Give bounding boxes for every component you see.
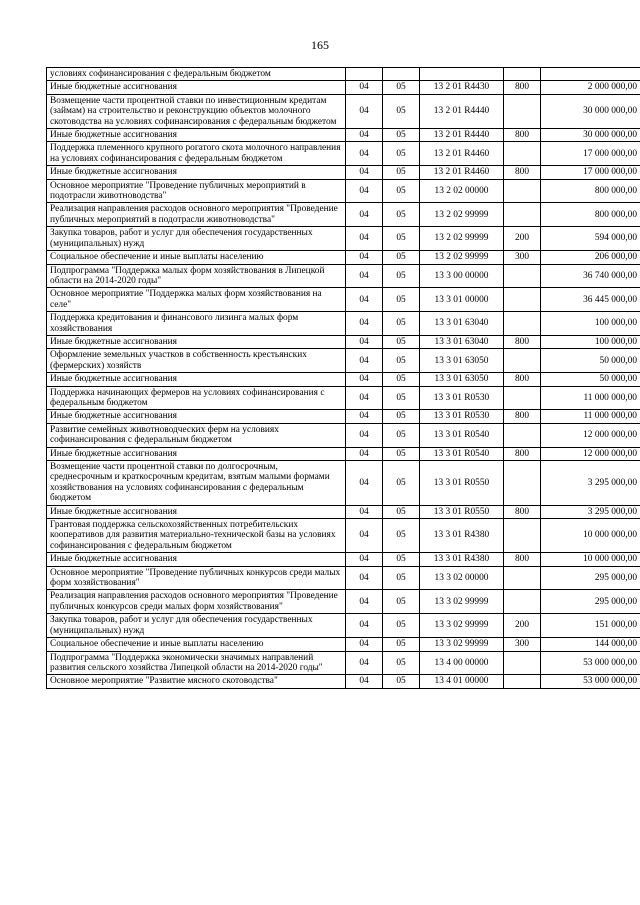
row-expense-type-cell: 800 — [504, 447, 541, 460]
row-subsection-cell: 05 — [383, 447, 420, 460]
table-row — [47, 638, 640, 651]
row-section-cell: 04 — [346, 349, 383, 373]
row-name-cell: Социальное обеспечение и иные выплаты населению — [47, 251, 346, 264]
row-expense-type-cell — [504, 675, 541, 688]
row-section-cell: 04 — [346, 81, 383, 94]
row-section-cell: 04 — [346, 94, 383, 128]
table-row — [47, 373, 640, 386]
row-expense-type-cell: 800 — [504, 335, 541, 348]
row-target-code-cell: 13 3 02 99999 — [420, 638, 504, 651]
row-section-cell: 04 — [346, 590, 383, 614]
row-section-cell: 04 — [346, 614, 383, 638]
table-row — [47, 651, 640, 675]
row-target-code-cell: 13 2 01 R4430 — [420, 81, 504, 94]
row-subsection-cell — [383, 68, 420, 81]
row-target-code-cell: 13 4 00 00000 — [420, 651, 504, 675]
row-target-code-cell: 13 2 02 00000 — [420, 179, 504, 203]
row-expense-type-cell: 800 — [504, 505, 541, 518]
row-amount-cell: 50 000,00 — [541, 349, 640, 373]
row-section-cell: 04 — [346, 227, 383, 251]
row-subsection-cell: 05 — [383, 566, 420, 590]
row-target-code-cell: 13 3 01 R4380 — [420, 553, 504, 566]
row-name-cell: Иные бюджетные ассигнования — [47, 410, 346, 423]
row-expense-type-cell — [504, 566, 541, 590]
table-row — [47, 81, 640, 94]
row-subsection-cell: 05 — [383, 288, 420, 312]
row-name-cell: Поддержка племенного крупного рогатого скота молочного направления на условиях софинансирования с федеральным бюджетом — [47, 142, 346, 166]
table-row — [47, 335, 640, 348]
table-row — [47, 505, 640, 518]
row-target-code-cell: 13 2 01 R4460 — [420, 142, 504, 166]
row-expense-type-cell: 800 — [504, 166, 541, 179]
row-target-code-cell: 13 2 01 R4440 — [420, 129, 504, 142]
row-name-cell: Основное мероприятие "Поддержка малых форм хозяйствования на селе" — [47, 288, 346, 312]
row-target-code-cell: 13 2 02 99999 — [420, 251, 504, 264]
row-amount-cell: 17 000 000,00 — [541, 166, 640, 179]
row-target-code-cell: 13 3 01 R0550 — [420, 505, 504, 518]
row-expense-type-cell: 800 — [504, 373, 541, 386]
row-section-cell: 04 — [346, 638, 383, 651]
table-row — [47, 251, 640, 264]
row-name-cell: Подпрограмма "Поддержка экономически значимых направлений развития сельского хозяйства Липецкой области на 2014-2020 годы" — [47, 651, 346, 675]
row-expense-type-cell — [504, 519, 541, 553]
row-name-cell: Подпрограмма "Поддержка малых форм хозяйствования в Липецкой области на 2014-2020 годы" — [47, 264, 346, 288]
row-amount-cell: 12 000 000,00 — [541, 423, 640, 447]
row-target-code-cell: 13 3 01 R0540 — [420, 423, 504, 447]
row-subsection-cell: 05 — [383, 505, 420, 518]
row-name-cell: Социальное обеспечение и иные выплаты населению — [47, 638, 346, 651]
row-section-cell: 04 — [346, 373, 383, 386]
table-row — [47, 590, 640, 614]
row-subsection-cell: 05 — [383, 227, 420, 251]
row-subsection-cell: 05 — [383, 142, 420, 166]
row-target-code-cell: 13 2 01 R4460 — [420, 166, 504, 179]
row-expense-type-cell — [504, 461, 541, 506]
table-row — [47, 312, 640, 336]
row-section-cell: 04 — [346, 651, 383, 675]
row-amount-cell: 100 000,00 — [541, 312, 640, 336]
table-row — [47, 566, 640, 590]
row-name-cell: Закупка товаров, работ и услуг для обеспечения государственных (муниципальных) нужд — [47, 614, 346, 638]
row-section-cell: 04 — [346, 251, 383, 264]
row-expense-type-cell — [504, 386, 541, 410]
row-expense-type-cell — [504, 288, 541, 312]
row-amount-cell: 3 295 000,00 — [541, 505, 640, 518]
row-section-cell: 04 — [346, 203, 383, 227]
row-expense-type-cell: 200 — [504, 227, 541, 251]
row-subsection-cell: 05 — [383, 553, 420, 566]
row-target-code-cell: 13 3 01 63050 — [420, 373, 504, 386]
row-subsection-cell: 05 — [383, 614, 420, 638]
table-row — [47, 553, 640, 566]
row-expense-type-cell: 800 — [504, 553, 541, 566]
row-section-cell: 04 — [346, 386, 383, 410]
row-amount-cell: 295 000,00 — [541, 590, 640, 614]
row-section-cell: 04 — [346, 166, 383, 179]
row-amount-cell: 206 000,00 — [541, 251, 640, 264]
row-amount-cell: 800 000,00 — [541, 203, 640, 227]
row-amount-cell: 50 000,00 — [541, 373, 640, 386]
table-row — [47, 142, 640, 166]
row-section-cell: 04 — [346, 335, 383, 348]
table-row — [47, 129, 640, 142]
row-section-cell: 04 — [346, 410, 383, 423]
row-section-cell: 04 — [346, 461, 383, 506]
row-name-cell: Реализация направления расходов основного мероприятия "Проведение публичных конкурсов среди малых форм хозяйствования" — [47, 590, 346, 614]
row-section-cell: 04 — [346, 519, 383, 553]
row-amount-cell: 295 000,00 — [541, 566, 640, 590]
row-subsection-cell: 05 — [383, 251, 420, 264]
row-name-cell: Грантовая поддержка сельскохозяйственных потребительских кооперативов для развития материально-технической базы на условиях софинансирования с федеральным бюджетом — [47, 519, 346, 553]
row-name-cell: Возмещение части процентной ставки по долгосрочным, среднесрочным и краткосрочным кредитам, взятым малыми формами хозяйствования на условиях софинансирования с федеральным бюджетом — [47, 461, 346, 506]
row-section-cell: 04 — [346, 447, 383, 460]
row-target-code-cell: 13 3 01 R0530 — [420, 410, 504, 423]
table-row — [47, 227, 640, 251]
row-subsection-cell: 05 — [383, 675, 420, 688]
row-target-code-cell: 13 3 01 63040 — [420, 312, 504, 336]
row-section-cell: 04 — [346, 553, 383, 566]
row-name-cell: Поддержка кредитования и финансового лизинга малых форм хозяйствования — [47, 312, 346, 336]
row-section-cell: 04 — [346, 264, 383, 288]
row-amount-cell: 36 740 000,00 — [541, 264, 640, 288]
row-name-cell: Иные бюджетные ассигнования — [47, 447, 346, 460]
row-subsection-cell: 05 — [383, 590, 420, 614]
row-subsection-cell: 05 — [383, 651, 420, 675]
row-target-code-cell: 13 2 02 99999 — [420, 227, 504, 251]
row-target-code-cell: 13 2 02 99999 — [420, 203, 504, 227]
row-amount-cell: 53 000 000,00 — [541, 651, 640, 675]
row-expense-type-cell — [504, 264, 541, 288]
row-target-code-cell — [420, 68, 504, 81]
row-target-code-cell: 13 3 01 63040 — [420, 335, 504, 348]
row-expense-type-cell: 800 — [504, 81, 541, 94]
row-name-cell: Иные бюджетные ассигнования — [47, 129, 346, 142]
table-row — [47, 614, 640, 638]
row-section-cell: 04 — [346, 423, 383, 447]
row-subsection-cell: 05 — [383, 335, 420, 348]
table-row — [47, 179, 640, 203]
row-expense-type-cell: 300 — [504, 251, 541, 264]
row-name-cell: Поддержка начинающих фермеров на условиях софинансирования с федеральным бюджетом — [47, 386, 346, 410]
row-section-cell: 04 — [346, 288, 383, 312]
row-target-code-cell: 13 4 01 00000 — [420, 675, 504, 688]
row-name-cell: Иные бюджетные ассигнования — [47, 166, 346, 179]
row-amount-cell: 30 000 000,00 — [541, 129, 640, 142]
row-amount-cell: 30 000 000,00 — [541, 94, 640, 128]
row-amount-cell: 594 000,00 — [541, 227, 640, 251]
row-amount-cell: 800 000,00 — [541, 179, 640, 203]
budget-table — [46, 67, 640, 689]
row-expense-type-cell: 800 — [504, 410, 541, 423]
row-expense-type-cell — [504, 142, 541, 166]
row-expense-type-cell — [504, 423, 541, 447]
row-expense-type-cell: 300 — [504, 638, 541, 651]
row-name-cell: Иные бюджетные ассигнования — [47, 553, 346, 566]
row-amount-cell: 17 000 000,00 — [541, 142, 640, 166]
table-row — [47, 461, 640, 506]
row-subsection-cell: 05 — [383, 179, 420, 203]
table-row — [47, 68, 640, 81]
row-amount-cell: 10 000 000,00 — [541, 519, 640, 553]
row-expense-type-cell: 200 — [504, 614, 541, 638]
row-target-code-cell: 13 3 02 99999 — [420, 590, 504, 614]
row-target-code-cell: 13 2 01 R4440 — [420, 94, 504, 128]
table-row — [47, 447, 640, 460]
row-target-code-cell: 13 3 01 R0540 — [420, 447, 504, 460]
row-amount-cell: 3 295 000,00 — [541, 461, 640, 506]
row-subsection-cell: 05 — [383, 349, 420, 373]
row-subsection-cell: 05 — [383, 166, 420, 179]
row-section-cell: 04 — [346, 675, 383, 688]
table-row — [47, 264, 640, 288]
row-subsection-cell: 05 — [383, 94, 420, 128]
row-amount-cell: 11 000 000,00 — [541, 410, 640, 423]
row-amount-cell — [541, 68, 640, 81]
row-section-cell: 04 — [346, 312, 383, 336]
row-target-code-cell: 13 3 01 63050 — [420, 349, 504, 373]
row-name-cell: Иные бюджетные ассигнования — [47, 335, 346, 348]
row-amount-cell: 12 000 000,00 — [541, 447, 640, 460]
table-row — [47, 203, 640, 227]
row-expense-type-cell — [504, 94, 541, 128]
budget-table-body — [47, 68, 640, 689]
row-name-cell: Иные бюджетные ассигнования — [47, 373, 346, 386]
row-amount-cell: 11 000 000,00 — [541, 386, 640, 410]
row-target-code-cell: 13 3 00 00000 — [420, 264, 504, 288]
row-name-cell: Оформление земельных участков в собственность крестьянских (фермерских) хозяйств — [47, 349, 346, 373]
row-subsection-cell: 05 — [383, 410, 420, 423]
row-subsection-cell: 05 — [383, 423, 420, 447]
table-row — [47, 94, 640, 128]
row-subsection-cell: 05 — [383, 81, 420, 94]
row-name-cell: Основное мероприятие "Развитие мясного скотоводства" — [47, 675, 346, 688]
table-row — [47, 349, 640, 373]
row-subsection-cell: 05 — [383, 203, 420, 227]
row-expense-type-cell: 800 — [504, 129, 541, 142]
row-amount-cell: 53 000 000,00 — [541, 675, 640, 688]
row-subsection-cell: 05 — [383, 373, 420, 386]
row-expense-type-cell — [504, 179, 541, 203]
row-target-code-cell: 13 3 02 99999 — [420, 614, 504, 638]
row-target-code-cell: 13 3 01 R0550 — [420, 461, 504, 506]
row-target-code-cell: 13 3 01 R0530 — [420, 386, 504, 410]
row-subsection-cell: 05 — [383, 129, 420, 142]
table-row — [47, 423, 640, 447]
row-section-cell: 04 — [346, 142, 383, 166]
row-amount-cell: 2 000 000,00 — [541, 81, 640, 94]
row-target-code-cell: 13 3 01 R4380 — [420, 519, 504, 553]
row-name-cell: Иные бюджетные ассигнования — [47, 505, 346, 518]
row-subsection-cell: 05 — [383, 264, 420, 288]
row-amount-cell: 100 000,00 — [541, 335, 640, 348]
row-target-code-cell: 13 3 02 00000 — [420, 566, 504, 590]
row-section-cell — [346, 68, 383, 81]
row-amount-cell: 144 000,00 — [541, 638, 640, 651]
row-expense-type-cell — [504, 203, 541, 227]
row-name-cell: условиях софинансирования с федеральным бюджетом — [47, 68, 346, 81]
row-subsection-cell: 05 — [383, 638, 420, 651]
row-name-cell: Реализация направления расходов основного мероприятия "Проведение публичных мероприятий в подотрасли животноводства" — [47, 203, 346, 227]
row-subsection-cell: 05 — [383, 386, 420, 410]
row-target-code-cell: 13 3 01 00000 — [420, 288, 504, 312]
row-expense-type-cell — [504, 651, 541, 675]
row-name-cell: Основное мероприятие "Проведение публичных мероприятий в подотрасли животноводства" — [47, 179, 346, 203]
table-row — [47, 166, 640, 179]
row-subsection-cell: 05 — [383, 312, 420, 336]
table-row — [47, 519, 640, 553]
row-expense-type-cell — [504, 68, 541, 81]
row-section-cell: 04 — [346, 129, 383, 142]
row-name-cell: Возмещение части процентной ставки по инвестиционным кредитам (займам) на строительство и реконструкцию объектов молочного скотоводства на условиях софинансирования с федеральным бюджетом — [47, 94, 346, 128]
row-amount-cell: 36 445 000,00 — [541, 288, 640, 312]
row-name-cell: Основное мероприятие "Проведение публичных конкурсов среди малых форм хозяйствования" — [47, 566, 346, 590]
row-expense-type-cell — [504, 590, 541, 614]
row-name-cell: Развитие семейных животноводческих ферм на условиях софинансирования с федеральным бюджетом — [47, 423, 346, 447]
row-section-cell: 04 — [346, 179, 383, 203]
row-section-cell: 04 — [346, 566, 383, 590]
row-name-cell: Закупка товаров, работ и услуг для обеспечения государственных (муниципальных) нужд — [47, 227, 346, 251]
table-row — [47, 410, 640, 423]
row-section-cell: 04 — [346, 505, 383, 518]
row-name-cell: Иные бюджетные ассигнования — [47, 81, 346, 94]
table-row — [47, 386, 640, 410]
table-row — [47, 675, 640, 688]
page-number: 165 — [311, 38, 329, 52]
row-amount-cell: 10 000 000,00 — [541, 553, 640, 566]
row-expense-type-cell — [504, 349, 541, 373]
row-expense-type-cell — [504, 312, 541, 336]
row-subsection-cell: 05 — [383, 519, 420, 553]
row-amount-cell: 151 000,00 — [541, 614, 640, 638]
row-subsection-cell: 05 — [383, 461, 420, 506]
table-row — [47, 288, 640, 312]
